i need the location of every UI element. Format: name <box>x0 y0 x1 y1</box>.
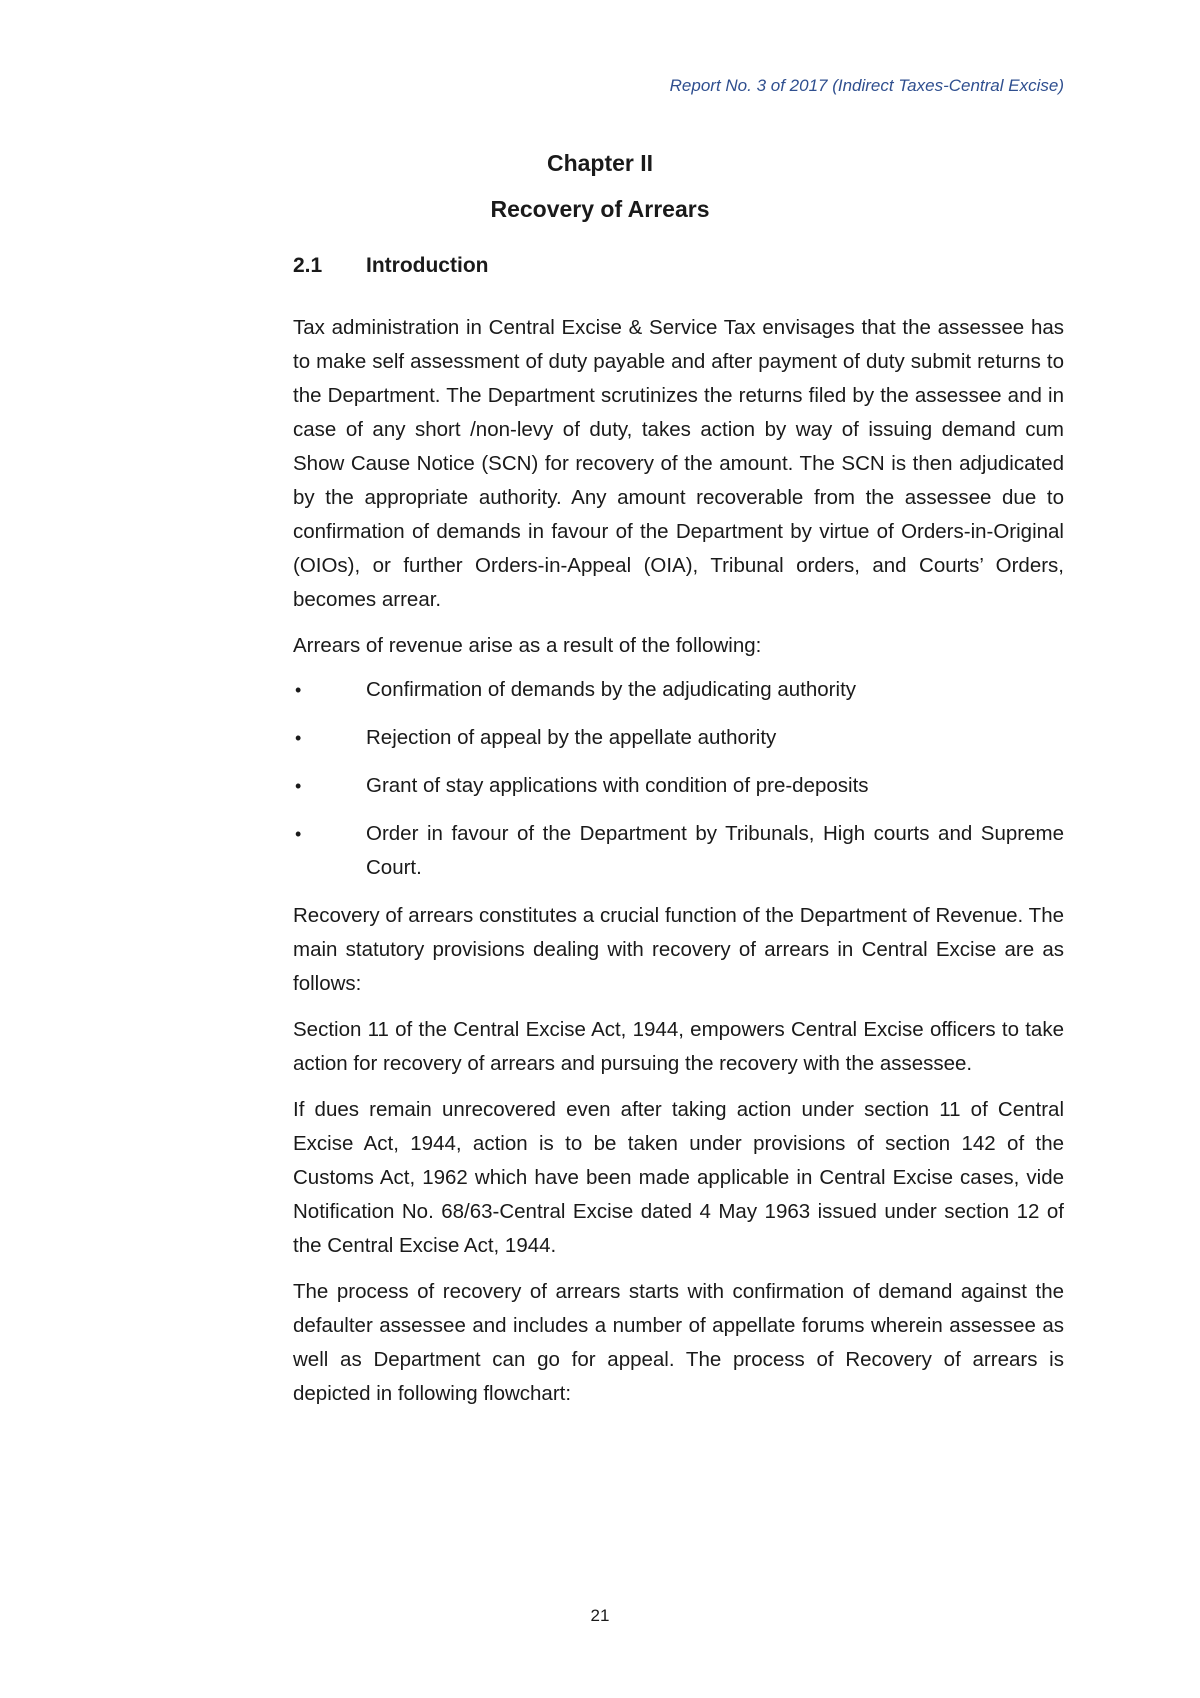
list-item: • Rejection of appeal by the appellate authority <box>293 721 1064 755</box>
section-142-paragraph: If dues remain unrecovered even after taking action under section 11 of Central Excise Act, 1944, action is to be taken under provisions of section 142 of the Customs Act, 1962 which have been made applicable in Central Excise cases, vide Notification No. 68/63-Central Excise dated 4 May 1963 issued under section 12 of the Central Excise Act, 1944. <box>293 1098 1064 1257</box>
bullet-icon: • <box>295 776 302 796</box>
list-item: • Confirmation of demands by the adjudicating authority <box>293 673 1064 707</box>
section-11-paragraph: Section 11 of the Central Excise Act, 1944, empowers Central Excise officers to take action for recovery of arrears and pursuing the recovery with the assessee. <box>293 1018 1064 1075</box>
page-number: 21 <box>590 1606 610 1625</box>
intro-paragraph: Tax administration in Central Excise & Service Tax envisages that the assessee has to make self assessment of duty payable and after payment of duty submit returns to the Department. The Department scrutinizes the returns filed by the assessee and in case of any short /non-levy of duty, takes action by way of issuing demand cum Show Cause Notice (SCN) for recovery of the amount. The SCN is then adjudicated by the appropriate authority. Any amount recoverable from the assessee due to confirmation of demands in favour of the Department by virtue of Orders-in-Original (OIOs), or further Orders-in-Appeal (OIA), Tribunal orders, and Courts’ Orders, becomes arrear. <box>293 316 1064 611</box>
list-item: • Grant of stay applications with condition of pre-deposits <box>293 769 1064 803</box>
bullet-icon: • <box>295 728 302 748</box>
arrears-causes-list <box>293 673 1064 885</box>
bullet-icon: • <box>295 680 302 700</box>
bullet-icon: • <box>295 824 302 844</box>
running-header: Report No. 3 of 2017 (Indirect Taxes-Central Excise) <box>669 76 1064 95</box>
process-paragraph: The process of recovery of arrears starts with confirmation of demand against the defaulter assessee and includes a number of appellate forums wherein assessee as well as Department can go for appeal. The process of Recovery of arrears is depicted in following flowchart: <box>293 1280 1064 1405</box>
statutory-provisions-paragraph: Recovery of arrears constitutes a crucial function of the Department of Revenue. The main statutory provisions dealing with recovery of arrears in Central Excise are as follows: <box>293 904 1064 995</box>
list-item: • Order in favour of the Department by Tribunals, High courts and Supreme Court. <box>293 817 1064 885</box>
section-title: Introduction <box>366 254 489 277</box>
arrears-lead-paragraph: Arrears of revenue arise as a result of the following: <box>293 634 762 657</box>
body-content <box>293 311 1064 1423</box>
section-heading <box>293 254 488 278</box>
section-number: 2.1 <box>293 254 323 277</box>
chapter-title: Chapter II <box>546 150 654 176</box>
chapter-subtitle: Recovery of Arrears <box>490 196 710 222</box>
